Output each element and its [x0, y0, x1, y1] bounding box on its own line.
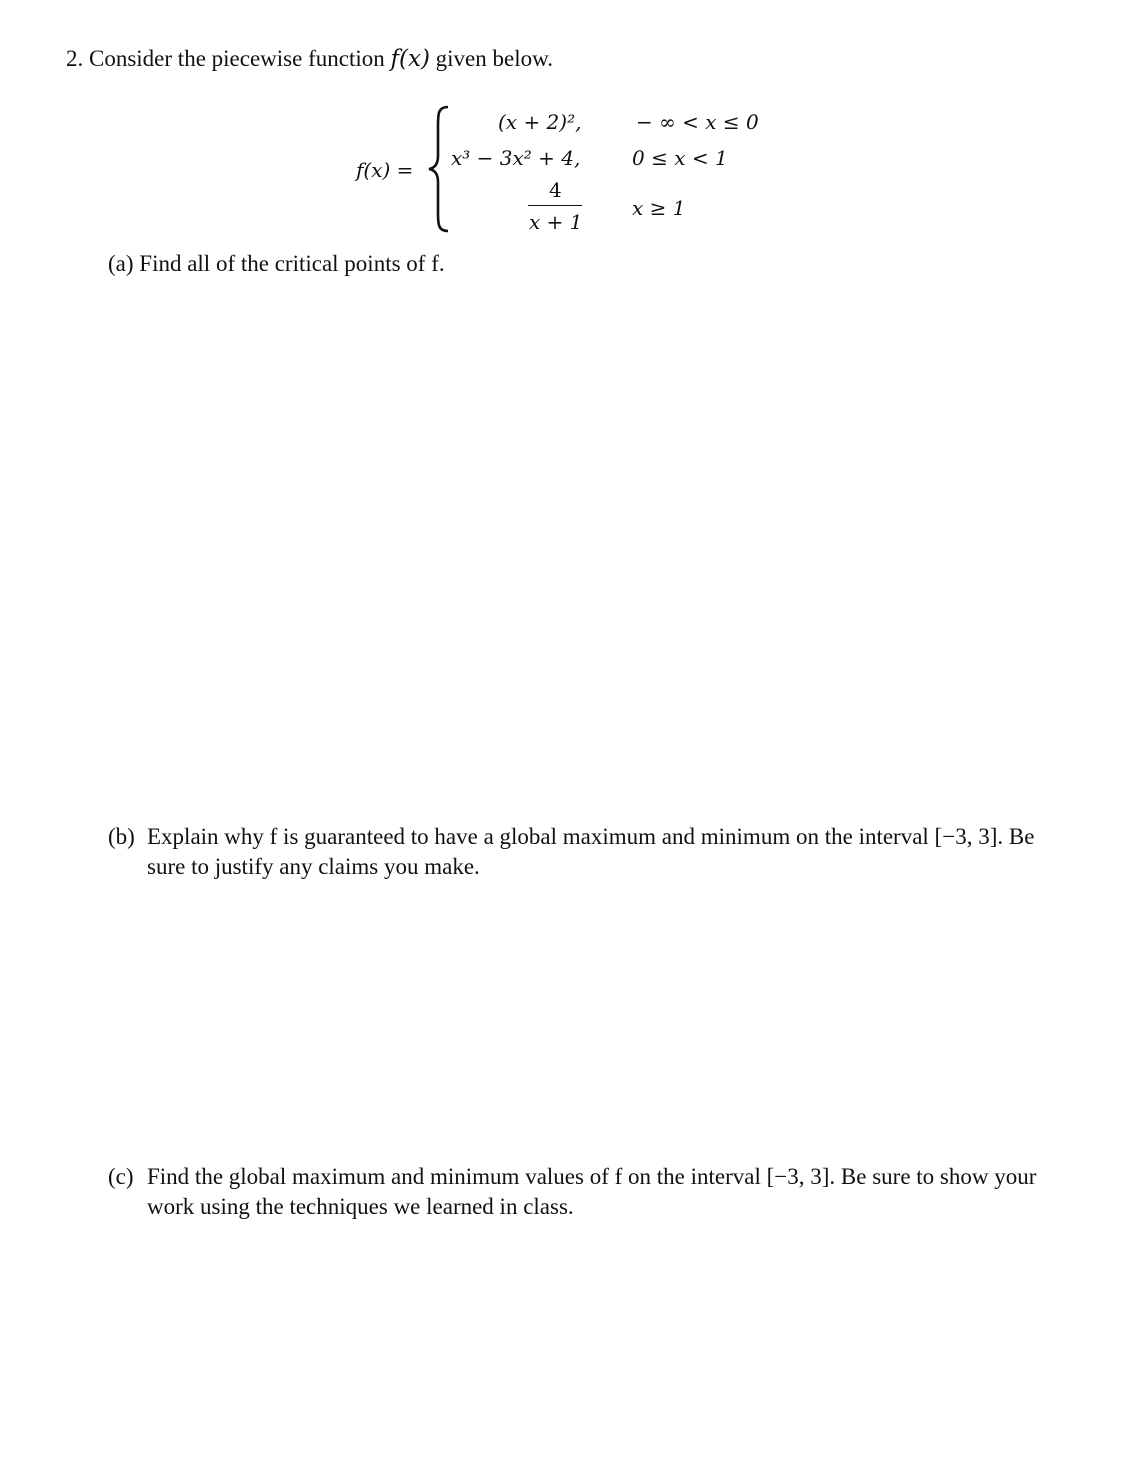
part-c-text: Find the global maximum and minimum values of f on the interval [−3, 3]. Be sure to show your work using the techniques we learned in class. — [147, 1164, 1037, 1219]
problem-intro-after: given below. — [435, 46, 553, 71]
problem-intro-before: Consider the piecewise function — [89, 46, 385, 71]
piecewise-lhs: f(x) = — [356, 158, 414, 182]
part-b-text: Explain why f is guaranteed to have a global maximum and minimum on the interval [−3, 3]. Be sure to justify any claims you make. — [147, 824, 1035, 879]
left-brace-icon — [426, 104, 452, 234]
part-a-text: Find all of the critical points of f. — [139, 251, 445, 276]
problem-intro-fx: f(x) — [390, 46, 430, 72]
problem-number: 2. — [66, 46, 84, 71]
problem-header — [66, 44, 553, 74]
case-1-condition: − ∞ < x ≤ 0 — [636, 110, 759, 134]
case-2-expression: x³ − 3x² + 4, — [451, 146, 581, 170]
case-3-denominator: x + 1 — [529, 210, 583, 234]
part-a-label: (a) — [108, 251, 134, 276]
part-c-label: (c) — [108, 1164, 134, 1189]
case-3-condition: x ≥ 1 — [632, 196, 686, 220]
case-1-expression: (x + 2)², — [498, 110, 582, 134]
case-2-condition: 0 ≤ x < 1 — [632, 146, 728, 170]
part-b-label: (b) — [108, 824, 135, 849]
part-a — [108, 249, 445, 279]
case-3-numerator: 4 — [549, 178, 562, 202]
fraction-bar — [528, 205, 582, 206]
